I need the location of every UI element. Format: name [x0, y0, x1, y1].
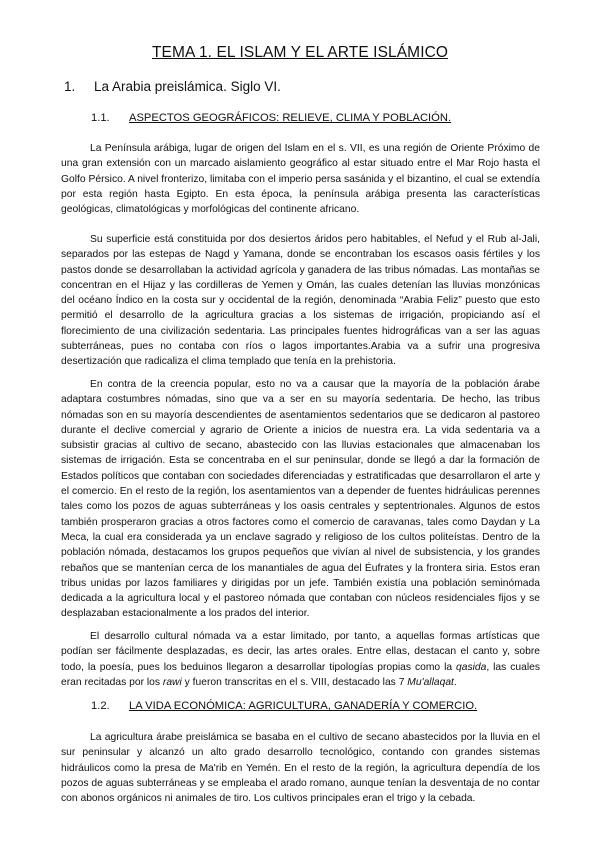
paragraph-4-text-a: El desarrollo cultural nómada va a estar limitado, por tanto, a aquellas formas artísticas que podían ser fácilmente desplazadas, es decir, las artes orales. Entre ellas, destacan el canto y, sobre todo, la poesía, pues los beduinos llegaron a desarrollar tipologías propias como la — [61, 631, 540, 673]
subsection-number: 1.1. — [91, 112, 110, 124]
subsection-number: 1.2. — [91, 700, 110, 712]
paragraph-5: La agricultura árabe preislámica se basaba en el cultivo de secano abastecidos por la lluvia en el sur peninsular y alcanzó un alto grado desarrollo tecnológico, contando con grandes sistemas hidráulicos como la presa de Ma'rib en Yemén. En el resto de la región, la agricultura dependía de los pozos de aguas subterráneas y se empleaba el arado romano, aunque tenían la desventaja de no contar con abonos orgánicos ni animales de tiro. Los cultivos principales eran el trigo y la cebada. — [61, 732, 540, 805]
subsection-title: ASPECTOS GEOGRÁFICOS: RELIEVE, CLIMA Y POBLACIÓN. — [129, 112, 452, 124]
paragraph-4-text-c: y fueron transcritas en el s. VIII, destacado las 7 — [181, 676, 408, 688]
paragraph-4-text-b: , las cuales eran recitadas por los — [61, 661, 540, 688]
subsection-heading-1 — [91, 112, 451, 124]
paragraph-4-text-d: . — [453, 676, 457, 688]
term-rawi: rawi — [162, 676, 182, 688]
section-heading — [64, 79, 281, 94]
section-title: La Arabia preislámica. Siglo VI. — [94, 79, 281, 94]
subsection-title: LA VIDA ECONÓMICA: AGRICULTURA, GANADERÍA Y COMERCIO. — [129, 700, 478, 712]
subsection-heading-2 — [91, 700, 477, 712]
term-muallaqat: Mu'allaqat — [407, 676, 454, 688]
paragraph-4 — [61, 629, 540, 690]
term-qasida: qasida — [456, 661, 487, 673]
paragraph-3: En contra de la creencia popular, esto no va a causar que la mayoría de la población árabe adaptara costumbres nómadas, sino que va a ser en su mayoría sedentaria. De hecho, las tribus nómadas son en su mayoría descendientes de asentamientos sedentarios que se dedicaron al pastoreo durante el declive comercial y agrario de Oriente a inicios de nuestra era. La vida sedentaria va a subsistir gracias al cultivo de secano, abastecido con las lluvias estacionales que almacenaban los sistemas de irrigación. Esta se concentraba en el sur peninsular, donde se llegó a dar la formación de Estados políticos que contaban con sociedades diferenciadas y estratificadas que desarrollaron el arte y el comercio. En el resto de la región, los asentamientos van a depender de fuentes hidráulicas perennes tales como los pozos de aguas subterráneas y los oasis centrales y septentrionales. Algunos de estos también prosperaron gracias a otros factores como el comercio de caravanas, tales como Daydan y La Meca, la cual era considerada ya un enclave sagrado y religioso de los cultos politeístas. Dentro de la población nómada, destacamos los grupos pequeños que vivían al nivel de subsistencia, y los grandes rebaños que se mantenían cerca de los manantiales de agua del Éufrates y la frontera siria. Estos eran tribus unidas por lazos familiares y dirigidas por un jefe. También existía una población seminómada dedicada a la agricultura local y el pastoreo nómada que contaban con núcleos residenciales fijos y se desplazaban estacionalmente a los prados del interior. — [61, 379, 540, 620]
section-number: 1. — [64, 79, 76, 94]
paragraph-1: La Península arábiga, lugar de origen del Islam en el s. VII, es una región de Oriente Próximo de una gran extensión con un marcado aislamiento geográfico al estar situado entre el Mar Rojo hasta el Golfo Pérsico. A nivel fronterizo, limitaba con el imperio persa sasánida y el bizantino, el cual se extendía por esta región hasta Egipto. En esta época, la península arábiga presenta las características geológicas, climatológicas y morfológicas del continente africano. — [61, 143, 540, 216]
paragraph-2: Su superficie está constituida por dos desiertos áridos pero habitables, el Nefud y el Rub al-Jali, separados por las estepas de Nagd y Yamana, donde se encontraban los escasos oasis fértiles y los pastos donde se desarrollaban la actividad agrícola y ganadera de las tribus nómadas. Las montañas se concentran en el Hijaz y las cordilleras de Yemen y Omán, las cuales detenían las lluvias monzónicas del océano Índico en la costa sur y occidental de la región, denominada “Arabia Feliz” puesto que esto permitió el desarrollo de la agricultura gracias a los sistemas de irrigación, propiciando así el florecimiento de una civilización sedentaria. Las principales fuentes hidrográficas van a ser las aguas subterráneas, pues no contaba con ríos o lagos importantes.Arabia va a sufrir una progresiva desertización que radicaliza el clima templado que tenía en la prehistoria. — [61, 234, 540, 368]
document-title: TEMA 1. EL ISLAM Y EL ARTE ISLÁMICO — [151, 44, 449, 61]
